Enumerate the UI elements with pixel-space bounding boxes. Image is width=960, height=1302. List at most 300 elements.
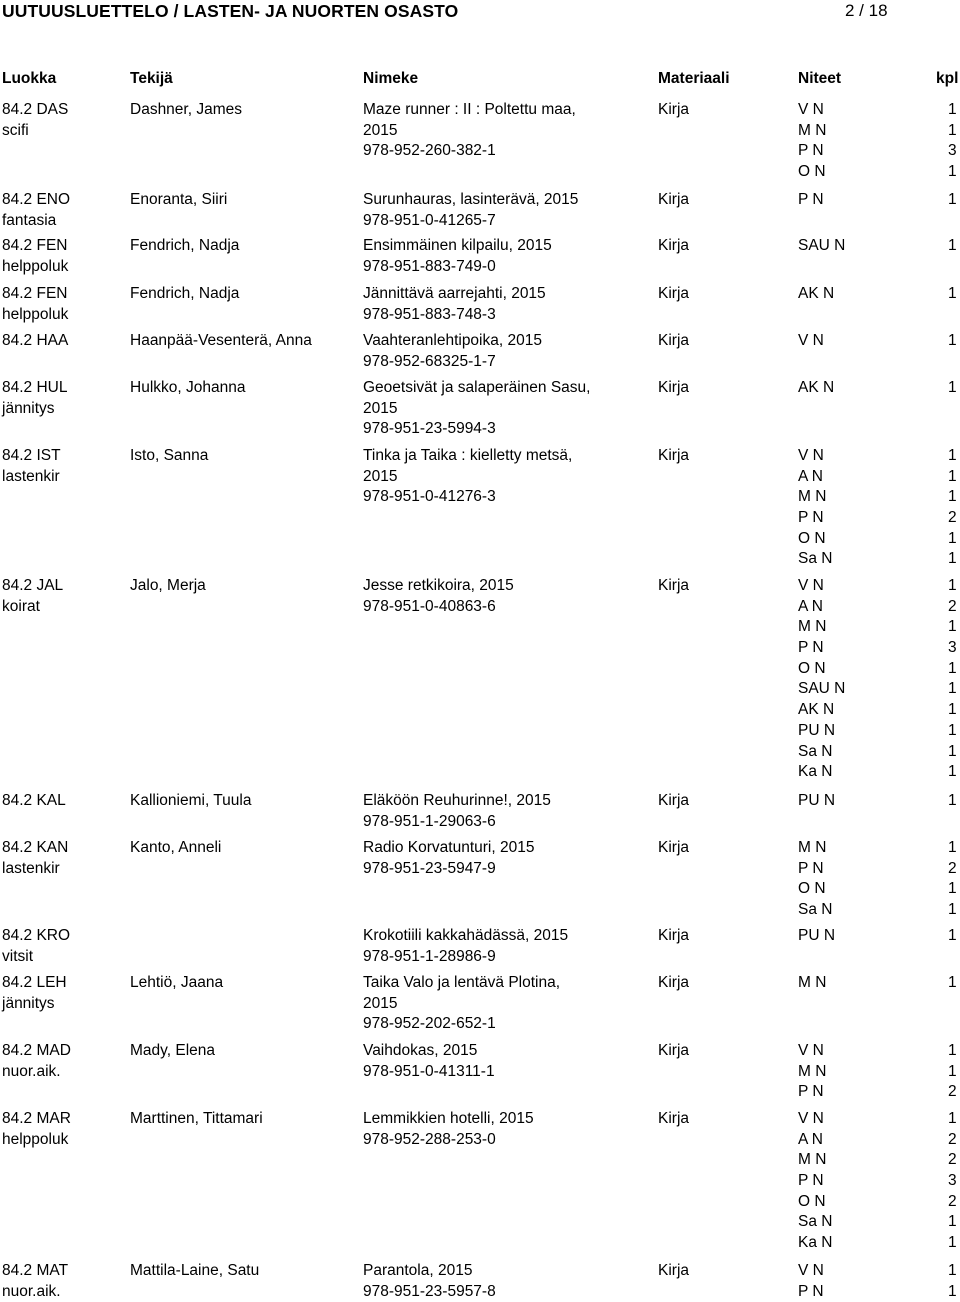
class-code-line: lastenkir xyxy=(2,859,60,877)
holdings-cell xyxy=(798,838,958,921)
holding-location: PU N xyxy=(798,792,836,809)
holding-row xyxy=(798,1192,958,1213)
holding-location: V N xyxy=(798,1262,824,1279)
author-name: Fendrich, Nadja xyxy=(130,237,240,254)
class-code-line: 84.2 LEH xyxy=(2,974,67,991)
class-code-cell xyxy=(2,1261,127,1302)
class-code-line: scifi xyxy=(2,121,29,139)
holding-row xyxy=(798,576,958,597)
author-cell xyxy=(130,1109,360,1130)
class-code-line: 84.2 KRO xyxy=(2,927,71,944)
holding-row xyxy=(798,121,958,142)
header-tekija: Tekijä xyxy=(130,70,173,87)
holding-count: 1 xyxy=(948,1262,957,1279)
holding-location: V N xyxy=(798,332,824,349)
holding-count: 1 xyxy=(948,121,957,139)
class-code-line: 84.2 KAL xyxy=(2,792,66,809)
holding-count: 1 xyxy=(948,839,957,856)
holding-count: 1 xyxy=(948,974,957,991)
holding-count: 3 xyxy=(948,142,957,160)
title-line: Eläköön Reuhurinne!, 2015 xyxy=(363,792,551,809)
holdings-cell xyxy=(798,378,958,399)
holding-count: 1 xyxy=(948,237,957,254)
class-code-cell xyxy=(2,100,127,141)
holdings-cell xyxy=(798,973,958,994)
title-cell xyxy=(363,1041,653,1082)
holding-location: Sa N xyxy=(798,901,833,919)
title-line: 978-952-202-652-1 xyxy=(363,1015,496,1033)
holding-row xyxy=(798,659,958,680)
title-line: Ensimmäinen kilpailu, 2015 xyxy=(363,237,552,254)
title-line: Geoetsivät ja salaperäinen Sasu, xyxy=(363,379,591,396)
class-code-cell xyxy=(2,838,127,879)
holding-location: O N xyxy=(798,529,826,547)
title-line: Parantola, 2015 xyxy=(363,1262,473,1279)
title-line: Vaahteranlehtipoika, 2015 xyxy=(363,332,542,349)
holding-row xyxy=(798,1041,958,1062)
title-cell xyxy=(363,838,653,879)
holding-row xyxy=(798,926,958,947)
title-line: Vaihdokas, 2015 xyxy=(363,1042,478,1059)
title-cell xyxy=(363,926,653,967)
title-cell xyxy=(363,100,653,162)
author-name: Jalo, Merja xyxy=(130,577,206,594)
holding-location: M N xyxy=(798,488,827,506)
holding-location: Sa N xyxy=(798,1213,833,1231)
holding-location: M N xyxy=(798,974,827,991)
holdings-cell xyxy=(798,190,958,211)
material-type: Kirja xyxy=(658,839,690,856)
holding-count: 3 xyxy=(948,639,957,657)
holding-row xyxy=(798,838,958,859)
holding-row xyxy=(798,446,958,467)
holding-location: A N xyxy=(798,597,823,615)
author-cell xyxy=(130,378,360,399)
holding-location: P N xyxy=(798,639,824,657)
holding-location: AK N xyxy=(798,379,835,396)
header-luokka: Luokka xyxy=(2,70,57,87)
title-line: 2015 xyxy=(363,399,398,417)
author-name: Fendrich, Nadja xyxy=(130,285,240,302)
holding-count: 1 xyxy=(948,1234,957,1252)
holding-location: O N xyxy=(798,659,826,677)
author-name: Mattila-Laine, Satu xyxy=(130,1262,260,1279)
title-line: 978-951-0-40863-6 xyxy=(363,597,496,615)
holding-location: M N xyxy=(798,839,827,856)
holding-row xyxy=(798,721,958,742)
holding-row xyxy=(798,597,958,618)
holding-location: Sa N xyxy=(798,550,833,568)
author-cell xyxy=(130,838,360,859)
holding-location: AK N xyxy=(798,701,835,719)
holding-row xyxy=(798,900,958,921)
holding-count: 1 xyxy=(948,680,957,698)
holding-location: V N xyxy=(798,1042,824,1059)
author-name: Mady, Elena xyxy=(130,1042,216,1059)
material-cell xyxy=(658,1109,778,1130)
author-name: Kanto, Anneli xyxy=(130,839,222,856)
holding-count: 1 xyxy=(948,1282,957,1300)
holding-count: 2 xyxy=(948,509,957,527)
author-name: Kallioniemi, Tuula xyxy=(130,792,252,809)
holding-count: 1 xyxy=(948,163,957,181)
holding-row xyxy=(798,467,958,488)
class-code-line: 84.2 FEN xyxy=(2,237,68,254)
holding-location: P N xyxy=(798,191,824,208)
title-line: 978-951-23-5994-3 xyxy=(363,420,496,438)
title-line: 2015 xyxy=(363,121,398,139)
title-line: 978-951-0-41311-1 xyxy=(363,1062,495,1080)
material-cell xyxy=(658,378,778,399)
title-line: 978-951-0-41265-7 xyxy=(363,211,496,229)
material-type: Kirja xyxy=(658,577,690,594)
title-cell xyxy=(363,791,653,832)
header-materiaali: Materiaali xyxy=(658,70,730,87)
material-cell xyxy=(658,331,778,352)
author-cell xyxy=(130,973,360,994)
holding-row xyxy=(798,1212,958,1233)
author-cell xyxy=(130,331,360,352)
material-cell xyxy=(658,838,778,859)
material-type: Kirja xyxy=(658,379,690,396)
holding-location: AK N xyxy=(798,285,835,302)
class-code-line: 84.2 HUL xyxy=(2,379,68,396)
class-code-cell xyxy=(2,1109,127,1150)
author-cell xyxy=(130,100,360,121)
holding-count: 1 xyxy=(948,701,957,719)
holding-count: 1 xyxy=(948,285,957,302)
class-code-line: 84.2 MAD xyxy=(2,1042,71,1059)
holding-count: 2 xyxy=(948,1130,957,1148)
class-code-cell xyxy=(2,791,127,812)
material-type: Kirja xyxy=(658,1262,690,1279)
header-nimeke: Nimeke xyxy=(363,70,419,87)
holding-location: P N xyxy=(798,1083,824,1101)
material-cell xyxy=(658,1261,778,1282)
holding-row xyxy=(798,529,958,550)
material-cell xyxy=(658,236,778,257)
title-line: 978-952-260-382-1 xyxy=(363,142,496,160)
holding-row xyxy=(798,508,958,529)
author-cell xyxy=(130,284,360,305)
title-line: Lemmikkien hotelli, 2015 xyxy=(363,1110,534,1127)
material-type: Kirja xyxy=(658,927,690,944)
class-code-cell xyxy=(2,446,127,487)
material-cell xyxy=(658,446,778,467)
title-line: Maze runner : II : Poltettu maa, xyxy=(363,101,576,118)
holdings-cell xyxy=(798,926,958,947)
author-cell xyxy=(130,236,360,257)
holding-location: M N xyxy=(798,1062,827,1080)
class-code-line: 84.2 FEN xyxy=(2,285,68,302)
class-code-line: 84.2 MAR xyxy=(2,1110,71,1127)
holding-count: 1 xyxy=(948,742,957,760)
holding-count: 1 xyxy=(948,101,957,118)
material-type: Kirja xyxy=(658,1110,690,1127)
holding-row xyxy=(798,549,958,570)
title-line: 978-952-288-253-0 xyxy=(363,1130,496,1148)
class-code-line: helppoluk xyxy=(2,257,69,275)
class-code-cell xyxy=(2,1041,127,1082)
material-type: Kirja xyxy=(658,332,690,349)
holding-count: 1 xyxy=(948,792,957,809)
holding-row xyxy=(798,1261,958,1282)
holding-location: A N xyxy=(798,467,823,485)
holding-row xyxy=(798,378,958,399)
class-code-cell xyxy=(2,378,127,419)
holding-row xyxy=(798,879,958,900)
holding-row xyxy=(798,859,958,880)
title-line: Surunhauras, lasinterävä, 2015 xyxy=(363,191,579,208)
holding-row xyxy=(798,617,958,638)
author-cell xyxy=(130,1261,360,1282)
holding-count: 2 xyxy=(948,1151,957,1169)
holdings-cell xyxy=(798,446,958,570)
holdings-cell xyxy=(798,331,958,352)
class-code-line: 84.2 HAA xyxy=(2,332,69,349)
holding-row xyxy=(798,1150,958,1171)
author-cell xyxy=(130,190,360,211)
holding-location: O N xyxy=(798,880,826,898)
class-code-cell xyxy=(2,236,127,277)
holding-row xyxy=(798,1062,958,1083)
author-name: Isto, Sanna xyxy=(130,447,209,464)
author-name xyxy=(130,926,360,947)
title-line: Jesse retkikoira, 2015 xyxy=(363,577,514,594)
holding-count: 1 xyxy=(948,467,957,485)
holding-count: 1 xyxy=(948,721,957,739)
class-code-cell xyxy=(2,190,127,231)
holding-location: Sa N xyxy=(798,742,833,760)
title-line: 2015 xyxy=(363,467,398,485)
author-cell xyxy=(130,926,360,947)
holding-count: 1 xyxy=(948,577,957,594)
author-name: Hulkko, Johanna xyxy=(130,379,246,396)
title-cell xyxy=(363,331,653,372)
class-code-line: nuor.aik. xyxy=(2,1062,61,1080)
holding-location: P N xyxy=(798,859,824,877)
header-niteet: Niteet xyxy=(798,70,842,87)
holding-count: 1 xyxy=(948,927,957,944)
author-cell xyxy=(130,1041,360,1062)
class-code-line: 84.2 IST xyxy=(2,447,61,464)
author-cell xyxy=(130,791,360,812)
holding-count: 2 xyxy=(948,859,957,877)
holding-row xyxy=(798,236,958,257)
material-cell xyxy=(658,576,778,597)
holding-count: 2 xyxy=(948,597,957,615)
title-line: 978-951-0-41276-3 xyxy=(363,488,496,506)
holding-row xyxy=(798,762,958,783)
page-title: UUTUUSLUETTELO / LASTEN- JA NUORTEN OSASTO xyxy=(2,1,459,21)
holding-row xyxy=(798,190,958,211)
class-code-line: jännitys xyxy=(2,399,55,417)
holding-row xyxy=(798,162,958,183)
holding-count: 1 xyxy=(948,901,957,919)
holding-row xyxy=(798,1130,958,1151)
holding-row xyxy=(798,1233,958,1254)
class-code-cell xyxy=(2,973,127,1014)
holding-location: O N xyxy=(798,1192,826,1210)
holding-count: 3 xyxy=(948,1172,957,1190)
class-code-cell xyxy=(2,331,127,352)
holding-count: 1 xyxy=(948,529,957,547)
title-line: Radio Korvatunturi, 2015 xyxy=(363,839,535,856)
holdings-cell xyxy=(798,576,958,783)
material-type: Kirja xyxy=(658,974,690,991)
holding-location: V N xyxy=(798,101,824,118)
material-cell xyxy=(658,100,778,121)
class-code-line: koirat xyxy=(2,597,40,615)
class-code-line: jännitys xyxy=(2,994,55,1012)
holding-row xyxy=(798,1109,958,1130)
title-line: Tinka ja Taika : kielletty metsä, xyxy=(363,447,573,464)
holdings-cell xyxy=(798,236,958,257)
holding-row xyxy=(798,638,958,659)
class-code-line: 84.2 MAT xyxy=(2,1262,69,1279)
title-line: 978-951-883-748-3 xyxy=(363,305,496,323)
holding-location: P N xyxy=(798,1282,824,1300)
class-code-cell xyxy=(2,576,127,617)
holding-location: M N xyxy=(798,1151,827,1169)
holdings-cell xyxy=(798,1041,958,1103)
holding-row xyxy=(798,141,958,162)
holding-location: M N xyxy=(798,121,827,139)
class-code-line: helppoluk xyxy=(2,1130,69,1148)
holding-row xyxy=(798,284,958,305)
class-code-cell xyxy=(2,284,127,325)
author-name: Lehtiö, Jaana xyxy=(130,974,224,991)
holdings-cell xyxy=(798,1109,958,1254)
title-line: Jännittävä aarrejahti, 2015 xyxy=(363,285,546,302)
holding-row xyxy=(798,700,958,721)
holding-row xyxy=(798,100,958,121)
holding-count: 1 xyxy=(948,880,957,898)
holding-location: SAU N xyxy=(798,680,846,698)
title-line: 978-951-23-5947-9 xyxy=(363,859,496,877)
holding-location: A N xyxy=(798,1130,823,1148)
class-code-line: 84.2 ENO xyxy=(2,191,71,208)
holding-location: M N xyxy=(798,618,827,636)
title-line: 978-951-883-749-0 xyxy=(363,257,496,275)
material-cell xyxy=(658,1041,778,1062)
class-code-line: 84.2 DAS xyxy=(2,101,69,118)
material-type: Kirja xyxy=(658,1042,690,1059)
author-name: Marttinen, Tittamari xyxy=(130,1110,263,1127)
title-cell xyxy=(363,1261,653,1302)
material-type: Kirja xyxy=(658,101,690,118)
class-code-cell xyxy=(2,926,127,967)
holdings-cell xyxy=(798,1261,958,1302)
holdings-cell xyxy=(798,284,958,305)
material-type: Kirja xyxy=(658,237,690,254)
holdings-cell xyxy=(798,791,958,812)
holding-location: Ka N xyxy=(798,1234,833,1252)
page-indicator: 2 / 18 xyxy=(845,1,888,20)
holding-location: PU N xyxy=(798,927,836,944)
holding-count: 1 xyxy=(948,618,957,636)
holding-count: 1 xyxy=(948,447,957,464)
class-code-line: 84.2 JAL xyxy=(2,577,64,594)
material-cell xyxy=(658,190,778,211)
title-line: Taika Valo ja lentävä Plotina, xyxy=(363,974,561,991)
title-line: Krokotiili kakkahädässä, 2015 xyxy=(363,927,569,944)
class-code-line: nuor.aik. xyxy=(2,1282,61,1300)
holding-row xyxy=(798,679,958,700)
holding-row xyxy=(798,742,958,763)
holding-row xyxy=(798,331,958,352)
material-type: Kirja xyxy=(658,792,690,809)
material-cell xyxy=(658,926,778,947)
holding-location: P N xyxy=(798,1172,824,1190)
material-type: Kirja xyxy=(658,285,690,302)
author-name: Enoranta, Siiri xyxy=(130,191,228,208)
material-cell xyxy=(658,973,778,994)
title-cell xyxy=(363,378,653,440)
material-cell xyxy=(658,284,778,305)
material-type: Kirja xyxy=(658,447,690,464)
title-cell xyxy=(363,236,653,277)
title-line: 2015 xyxy=(363,994,398,1012)
holding-count: 1 xyxy=(948,332,957,349)
holding-count: 1 xyxy=(948,191,957,208)
holding-count: 1 xyxy=(948,550,957,568)
holding-row xyxy=(798,973,958,994)
holdings-cell xyxy=(798,100,958,183)
material-type: Kirja xyxy=(658,191,690,208)
holding-count: 1 xyxy=(948,1042,957,1059)
holding-count: 1 xyxy=(948,1062,957,1080)
header-kpl: kpl xyxy=(936,70,959,87)
holding-location: SAU N xyxy=(798,237,846,254)
class-code-line: vitsit xyxy=(2,947,33,965)
material-cell xyxy=(658,791,778,812)
holding-count: 1 xyxy=(948,763,957,781)
holding-location: O N xyxy=(798,163,826,181)
title-line: 978-951-23-5957-8 xyxy=(363,1282,496,1300)
title-line: 978-952-68325-1-7 xyxy=(363,352,496,370)
title-cell xyxy=(363,284,653,325)
holding-row xyxy=(798,1171,958,1192)
holding-row xyxy=(798,487,958,508)
holding-count: 1 xyxy=(948,379,957,396)
title-line: 978-951-1-28986-9 xyxy=(363,947,496,965)
holding-location: V N xyxy=(798,1110,824,1127)
holding-row xyxy=(798,1082,958,1103)
class-code-line: fantasia xyxy=(2,211,57,229)
title-cell xyxy=(363,576,653,617)
holding-location: V N xyxy=(798,447,824,464)
holding-row xyxy=(798,791,958,812)
holding-count: 1 xyxy=(948,488,957,506)
author-cell xyxy=(130,576,360,597)
title-line: 978-951-1-29063-6 xyxy=(363,812,496,830)
holding-location: V N xyxy=(798,577,824,594)
author-name: Dashner, James xyxy=(130,101,242,118)
class-code-line: helppoluk xyxy=(2,305,69,323)
holding-count: 1 xyxy=(948,1110,957,1127)
holding-count: 1 xyxy=(948,1213,957,1231)
holding-location: Ka N xyxy=(798,763,833,781)
class-code-line: lastenkir xyxy=(2,467,60,485)
title-cell xyxy=(363,446,653,508)
class-code-line: 84.2 KAN xyxy=(2,839,69,856)
holding-location: PU N xyxy=(798,721,836,739)
holding-count: 1 xyxy=(948,659,957,677)
title-cell xyxy=(363,190,653,231)
holding-count: 2 xyxy=(948,1192,957,1210)
holding-location: P N xyxy=(798,142,824,160)
